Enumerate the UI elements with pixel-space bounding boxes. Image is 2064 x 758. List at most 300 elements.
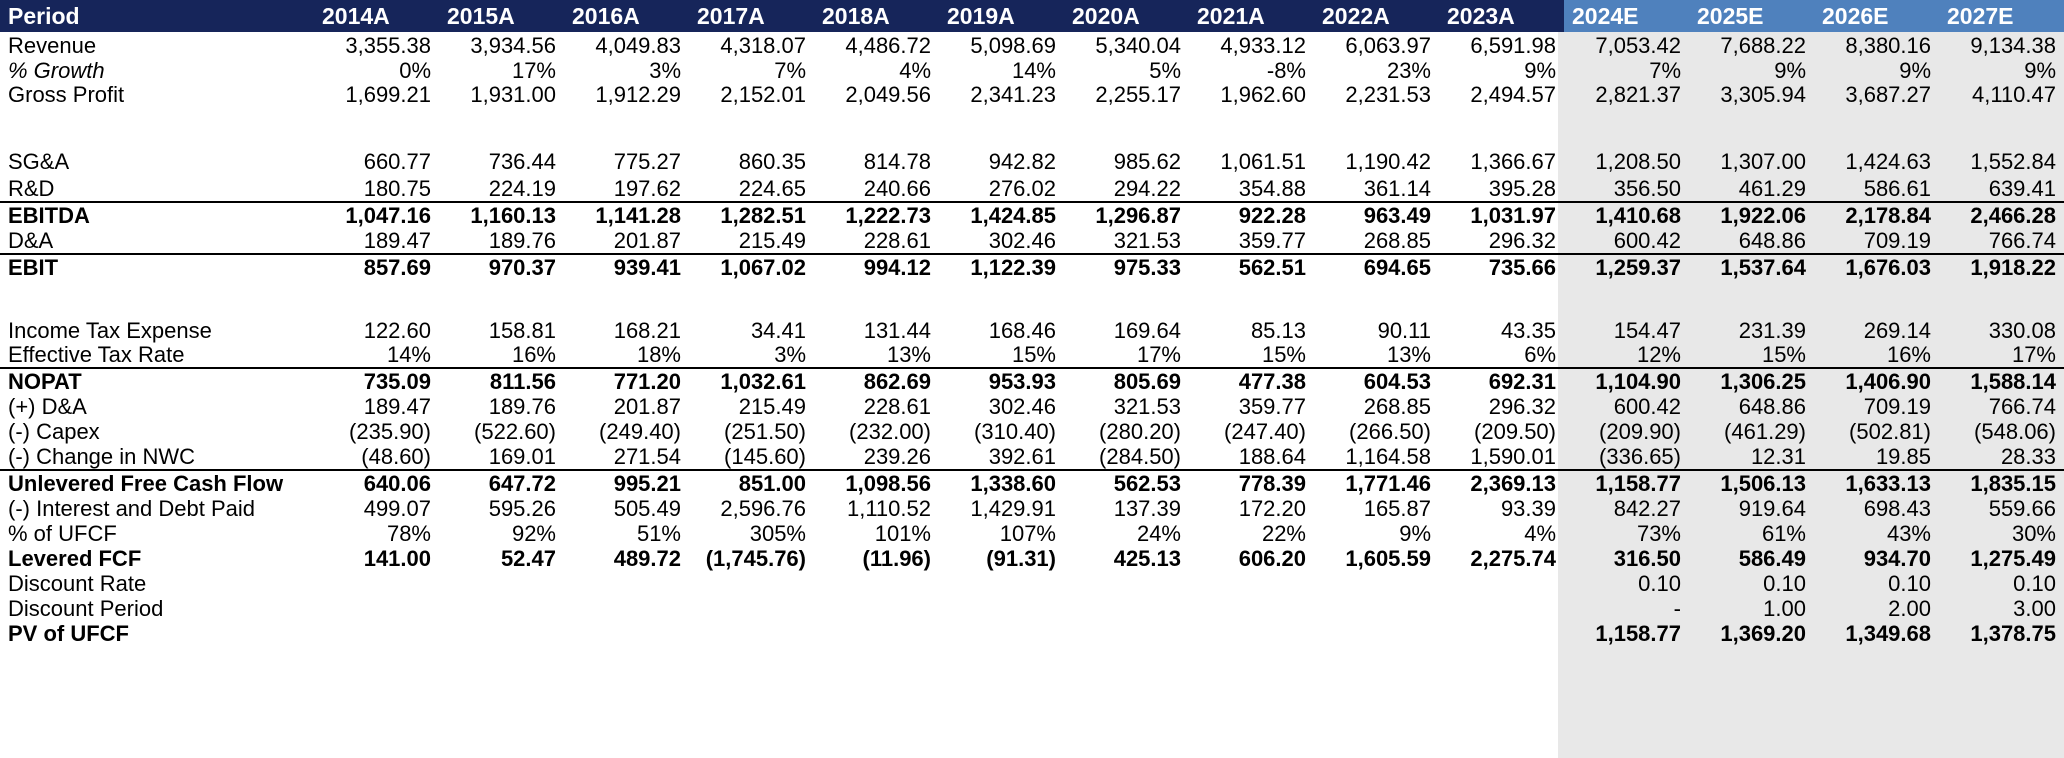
cell-value (439, 621, 564, 646)
cell-value: 15% (1761, 343, 1806, 367)
cell-value: 1,306.25 (1689, 368, 1814, 394)
cell-value: 14% (1011, 59, 1056, 82)
cell-value: (11.96) (862, 546, 931, 571)
cell-value: 1,190.42 (1345, 149, 1431, 174)
cell-value: 963.49 (1314, 202, 1439, 229)
table-row (0, 343, 2064, 368)
header-year: 2014A (314, 0, 439, 32)
cell-value: 1,378.75 (1970, 621, 2056, 646)
cell-value: 2,178.84 (1814, 202, 1939, 229)
cell-value: 1,067.02 (689, 254, 814, 281)
cell-value: 141.00 (363, 546, 431, 571)
cell-value: 694.65 (1314, 254, 1439, 281)
header-year: 2016A (564, 0, 689, 32)
cell-value (1314, 621, 1439, 646)
cell-value (1314, 571, 1439, 596)
cell-value: 4,933.12 (1220, 33, 1306, 58)
cell-value: 302.46 (988, 394, 1056, 419)
cell-value: 9% (1524, 59, 1556, 82)
cell-value: 16% (511, 343, 556, 367)
cell-value (689, 108, 814, 146)
cell-value: 559.66 (1988, 496, 2056, 521)
table-row (0, 496, 2064, 521)
cell-value: 1,918.22 (1939, 254, 2064, 281)
cell-value: (247.40) (1224, 419, 1306, 444)
header-year: 2018A (814, 0, 939, 32)
table-row (0, 444, 2064, 470)
table-row (0, 596, 2064, 621)
cell-value: 34.41 (750, 318, 806, 343)
table-row (0, 368, 2064, 394)
cell-value: 1,506.13 (1689, 470, 1814, 496)
cell-value: 9% (2024, 59, 2056, 82)
cell-value: 709.19 (1863, 229, 1931, 253)
cell-value: 4,110.47 (1971, 82, 2056, 107)
header-year: 2020A (1064, 0, 1189, 32)
cell-value: 660.77 (363, 149, 431, 174)
cell-value (1189, 571, 1314, 596)
cell-value: 73% (1636, 521, 1681, 546)
cell-value: 1,222.73 (814, 202, 939, 229)
cell-value: 9% (1899, 59, 1931, 82)
cell-value (1439, 571, 1564, 596)
cell-value: 562.53 (1064, 470, 1189, 496)
cell-value: (235.90) (349, 419, 431, 444)
cell-value: 16% (1886, 343, 1931, 367)
cell-value: 4% (1524, 521, 1556, 546)
cell-value (939, 281, 1064, 318)
row-label: % of UFCF (8, 521, 117, 546)
cell-value: 6,591.98 (1470, 33, 1556, 58)
table-row (0, 281, 2064, 318)
cell-value: 7% (774, 59, 806, 82)
cell-value: 316.50 (1613, 546, 1681, 571)
row-label: Discount Rate (8, 571, 147, 596)
cell-value: 17% (1136, 343, 1181, 367)
cell-value (314, 596, 439, 621)
cell-value (1439, 596, 1564, 621)
cell-value: 2,466.28 (1939, 202, 2064, 229)
cell-value: 22% (1261, 521, 1306, 546)
cell-value: 562.51 (1189, 254, 1314, 281)
cell-value: (461.29) (1724, 419, 1806, 444)
cell-value: 52.47 (500, 546, 556, 571)
cell-value (439, 281, 564, 318)
cell-value: 1,912.29 (595, 82, 681, 107)
table-row (0, 318, 2064, 343)
cell-value: 296.32 (1488, 394, 1556, 419)
cell-value (314, 621, 439, 646)
cell-value: 811.56 (439, 368, 564, 394)
cell-value: 586.49 (1738, 546, 1806, 571)
cell-value: 975.33 (1064, 254, 1189, 281)
header-row (0, 0, 2064, 32)
cell-value: 224.19 (488, 177, 556, 201)
cell-value: 922.28 (1189, 202, 1314, 229)
cell-value: 1.00 (1763, 596, 1806, 621)
cell-value: 499.07 (363, 496, 431, 521)
table-row (0, 59, 2064, 82)
cell-value: 648.86 (1738, 394, 1806, 419)
cell-value: 1,338.60 (939, 470, 1064, 496)
cell-value (1064, 571, 1189, 596)
cell-value: (284.50) (1099, 444, 1181, 469)
cell-value: 169.01 (488, 444, 556, 469)
cell-value: 1,605.59 (1345, 546, 1431, 571)
cell-value (1189, 596, 1314, 621)
cell-value: -8% (1266, 59, 1306, 82)
cell-value: 1,141.28 (564, 202, 689, 229)
cell-value: 30% (2011, 521, 2056, 546)
cell-value: 12.31 (1750, 444, 1806, 469)
cell-value: 736.44 (488, 149, 556, 174)
cell-value: 735.66 (1439, 254, 1564, 281)
cell-value: 604.53 (1314, 368, 1439, 394)
cell-value: (209.90) (1599, 419, 1681, 444)
row-label: (-) Interest and Debt Paid (8, 496, 256, 521)
cell-value: 709.19 (1863, 394, 1931, 419)
cell-value: 2,596.76 (720, 496, 806, 521)
table-row (0, 419, 2064, 444)
cell-value: 3,305.94 (1720, 82, 1806, 107)
cell-value: 14% (386, 343, 431, 367)
cell-value: 771.20 (564, 368, 689, 394)
cell-value (1314, 108, 1439, 146)
cell-value: 1,633.13 (1814, 470, 1939, 496)
header-year: 2019A (939, 0, 1064, 32)
cell-value (939, 621, 1064, 646)
table-row (0, 32, 2064, 59)
cell-value: 775.27 (613, 149, 681, 174)
cell-value: 215.49 (738, 394, 806, 419)
cell-value (314, 281, 439, 318)
cell-value: 197.62 (613, 177, 681, 201)
row-label: R&D (8, 177, 55, 201)
cell-value: 201.87 (613, 229, 681, 253)
cell-value: 1,031.97 (1439, 202, 1564, 229)
cell-value (939, 108, 1064, 146)
cell-value: (232.00) (849, 419, 931, 444)
row-label: (-) Change in NWC (8, 444, 196, 469)
cell-value: 842.27 (1613, 496, 1681, 521)
cell-value: 1,369.20 (1720, 621, 1806, 646)
table-row (0, 177, 2064, 202)
cell-value: 107% (999, 521, 1056, 546)
cell-value: 172.20 (1238, 496, 1306, 521)
table-row (0, 108, 2064, 146)
cell-value: 231.39 (1738, 318, 1806, 343)
cell-value: 1,771.46 (1314, 470, 1439, 496)
cell-value: 1,410.68 (1564, 202, 1689, 229)
cell-value (439, 108, 564, 146)
cell-value: 61% (1761, 521, 1806, 546)
cell-value: 0.10 (1638, 571, 1681, 596)
cell-value (439, 571, 564, 596)
row-label (0, 281, 314, 318)
cell-value: 595.26 (488, 496, 556, 521)
cell-value: 158.81 (488, 318, 556, 343)
cell-value: 169.64 (1113, 318, 1181, 343)
table-row (0, 254, 2064, 281)
cell-value: 639.41 (1988, 177, 2056, 201)
cell-value: 1,962.60 (1220, 82, 1306, 107)
cell-value (1814, 108, 1939, 146)
cell-value: 1,307.00 (1720, 149, 1806, 174)
cell-value: 85.13 (1250, 318, 1306, 343)
row-label: Discount Period (8, 596, 164, 621)
cell-value (1439, 281, 1564, 318)
cell-value: (502.81) (1849, 419, 1931, 444)
cell-value: 18% (636, 343, 681, 367)
cell-value: 1,349.68 (1845, 621, 1931, 646)
cell-value: 1,282.51 (689, 202, 814, 229)
cell-value: (145.60) (724, 444, 806, 469)
cell-value: 2,152.01 (720, 82, 806, 107)
cell-value (939, 571, 1064, 596)
cell-value: 1,208.50 (1595, 149, 1681, 174)
cell-value: 168.21 (613, 318, 681, 343)
cell-value: 13% (1386, 343, 1431, 367)
cell-value: 425.13 (1113, 546, 1181, 571)
table-row (0, 146, 2064, 177)
cell-value: 934.70 (1863, 546, 1931, 571)
cell-value: 2,275.74 (1470, 546, 1556, 571)
cell-value: 600.42 (1613, 394, 1681, 419)
cell-value: 1,110.52 (846, 496, 931, 521)
cell-value: - (1673, 596, 1681, 621)
cell-value (314, 108, 439, 146)
cell-value (564, 281, 689, 318)
cell-value: 1,537.64 (1689, 254, 1814, 281)
cell-value: 3,934.56 (470, 33, 556, 58)
cell-value (939, 596, 1064, 621)
cell-value (1689, 281, 1814, 318)
cell-value (1064, 596, 1189, 621)
cell-value: 268.85 (1363, 229, 1431, 253)
cell-value: 276.02 (988, 177, 1056, 201)
cell-value (564, 108, 689, 146)
cell-value: 995.21 (564, 470, 689, 496)
cell-value: 122.60 (363, 318, 431, 343)
cell-value: 8,380.16 (1845, 33, 1931, 58)
cell-value: 1,032.61 (689, 368, 814, 394)
cell-value: 3% (649, 59, 681, 82)
cell-value: 23% (1386, 59, 1431, 82)
table-row (0, 546, 2064, 571)
cell-value: (249.40) (599, 419, 681, 444)
cell-value (1939, 281, 2064, 318)
cell-value: 735.09 (314, 368, 439, 394)
cell-value: 6,063.97 (1345, 33, 1431, 58)
cell-value: 766.74 (1988, 394, 2056, 419)
cell-value: 1,098.56 (814, 470, 939, 496)
cell-value: 354.88 (1238, 177, 1306, 201)
header-year: 2021A (1189, 0, 1314, 32)
cell-value: 4,318.07 (720, 33, 806, 58)
cell-value (689, 281, 814, 318)
cell-value (814, 621, 939, 646)
cell-value (564, 596, 689, 621)
cell-value: 330.08 (1988, 318, 2056, 343)
cell-value: 189.76 (488, 229, 556, 253)
cell-value: 189.47 (363, 394, 431, 419)
cell-value: 1,158.77 (1564, 470, 1689, 496)
cell-value: 201.87 (613, 394, 681, 419)
cell-value: 269.14 (1863, 318, 1931, 343)
cell-value: 1,429.91 (970, 496, 1056, 521)
cell-value: 4% (899, 59, 931, 82)
table-row (0, 521, 2064, 546)
cell-value: 43% (1886, 521, 1931, 546)
header-year: 2027E (1939, 0, 2064, 32)
cell-value: 101% (874, 521, 931, 546)
cell-value: 1,164.58 (1345, 444, 1431, 469)
cell-value: 1,259.37 (1564, 254, 1689, 281)
cell-value: 1,366.67 (1470, 149, 1556, 174)
cell-value: 1,424.85 (939, 202, 1064, 229)
cell-value: 1,406.90 (1814, 368, 1939, 394)
cell-value: 1,699.21 (345, 82, 431, 107)
cell-value (814, 571, 939, 596)
cell-value: 1,676.03 (1814, 254, 1939, 281)
cell-value: 131.44 (863, 318, 931, 343)
cell-value: 137.39 (1113, 496, 1181, 521)
row-label: Effective Tax Rate (8, 343, 185, 367)
cell-value: 953.93 (939, 368, 1064, 394)
cell-value: 180.75 (363, 177, 431, 201)
row-label: Income Tax Expense (8, 318, 212, 343)
table-row (0, 82, 2064, 108)
cell-value: 1,552.84 (1970, 149, 2056, 174)
cell-value: 9,134.38 (1970, 33, 2056, 58)
row-label (0, 108, 314, 146)
row-label: Levered FCF (8, 546, 142, 571)
cell-value: 321.53 (1113, 229, 1181, 253)
cell-value (1814, 281, 1939, 318)
cell-value: 15% (1011, 343, 1056, 367)
cell-value: 5,098.69 (970, 33, 1056, 58)
cell-value: 356.50 (1613, 177, 1681, 201)
cell-value: 228.61 (863, 394, 931, 419)
cell-value: 92% (511, 521, 556, 546)
cell-value: 1,104.90 (1564, 368, 1689, 394)
cell-value: 9% (1399, 521, 1431, 546)
cell-value: 239.26 (863, 444, 931, 469)
cell-value (1939, 108, 2064, 146)
cell-value: 766.74 (1988, 229, 2056, 253)
cell-value: 862.69 (814, 368, 939, 394)
header-year: 2024E (1564, 0, 1689, 32)
cell-value: 6% (1524, 343, 1556, 367)
cell-value: 778.39 (1189, 470, 1314, 496)
table-row (0, 621, 2064, 646)
cell-value: (548.06) (1974, 419, 2056, 444)
cell-value: 305% (749, 521, 806, 546)
cell-value: 3% (774, 343, 806, 367)
row-label: % Growth (8, 59, 105, 82)
cell-value: 12% (1636, 343, 1681, 367)
cell-value (314, 571, 439, 596)
cell-value (689, 621, 814, 646)
cell-value: 647.72 (439, 470, 564, 496)
row-label: (+) D&A (8, 394, 87, 419)
row-label: EBITDA (0, 202, 314, 229)
cell-value (564, 571, 689, 596)
row-label: Gross Profit (8, 82, 125, 107)
cell-value: 942.82 (988, 149, 1056, 174)
cell-value: 15% (1261, 343, 1306, 367)
cell-value: (280.20) (1099, 419, 1181, 444)
cell-value (1064, 108, 1189, 146)
cell-value: 0.10 (1763, 571, 1806, 596)
cell-value: (1,745.76) (705, 546, 806, 571)
cell-value: 1,296.87 (1064, 202, 1189, 229)
cell-value: 1,047.16 (314, 202, 439, 229)
cell-value: 392.61 (988, 444, 1056, 469)
row-label: Revenue (8, 33, 97, 58)
cell-value: 5,340.04 (1095, 33, 1181, 58)
table-row (0, 394, 2064, 419)
header-year: 2023A (1439, 0, 1564, 32)
cell-value: 692.31 (1439, 368, 1564, 394)
cell-value: 165.87 (1363, 496, 1431, 521)
cell-value: 698.43 (1863, 496, 1931, 521)
cell-value: 2,369.13 (1439, 470, 1564, 496)
cell-value: 3,355.38 (345, 33, 431, 58)
cell-value (814, 108, 939, 146)
cell-value: 2,821.37 (1595, 82, 1681, 107)
cell-value (1439, 621, 1564, 646)
cell-value (1189, 281, 1314, 318)
cell-value: 51% (636, 521, 681, 546)
cell-value: 359.77 (1238, 394, 1306, 419)
cell-value: 17% (2011, 343, 2056, 367)
cell-value: 3.00 (2013, 596, 2056, 621)
cell-value: 215.49 (738, 229, 806, 253)
cell-value: (310.40) (974, 419, 1056, 444)
cell-value (1189, 621, 1314, 646)
cell-value: 0.10 (1888, 571, 1931, 596)
cell-value: 461.29 (1738, 177, 1806, 201)
cell-value: 2,494.57 (1470, 82, 1556, 107)
cell-value: 302.46 (988, 229, 1056, 253)
cell-value: 1,835.15 (1939, 470, 2064, 496)
cell-value (814, 596, 939, 621)
cell-value: 359.77 (1238, 229, 1306, 253)
row-label: PV of UFCF (8, 621, 129, 646)
cell-value: (251.50) (724, 419, 806, 444)
cell-value: 28.33 (2000, 444, 2056, 469)
cell-value: 1,061.51 (1220, 149, 1306, 174)
cell-value: (336.65) (1599, 444, 1681, 469)
cell-value: 154.47 (1613, 318, 1681, 343)
cell-value: 586.61 (1863, 177, 1931, 201)
cell-value (1439, 108, 1564, 146)
cell-value (1689, 108, 1814, 146)
cell-value: 2,341.23 (970, 82, 1056, 107)
cell-value: (209.50) (1474, 419, 1556, 444)
cell-value: 19.85 (1875, 444, 1931, 469)
cell-value: 24% (1136, 521, 1181, 546)
cell-value: 294.22 (1113, 177, 1181, 201)
header-period: Period (0, 0, 314, 32)
cell-value (1314, 281, 1439, 318)
row-label: EBIT (0, 254, 314, 281)
cell-value: 1,590.01 (1470, 444, 1556, 469)
cell-value (564, 621, 689, 646)
cell-value: 1,931.00 (470, 82, 556, 107)
cell-value: 648.86 (1738, 229, 1806, 253)
